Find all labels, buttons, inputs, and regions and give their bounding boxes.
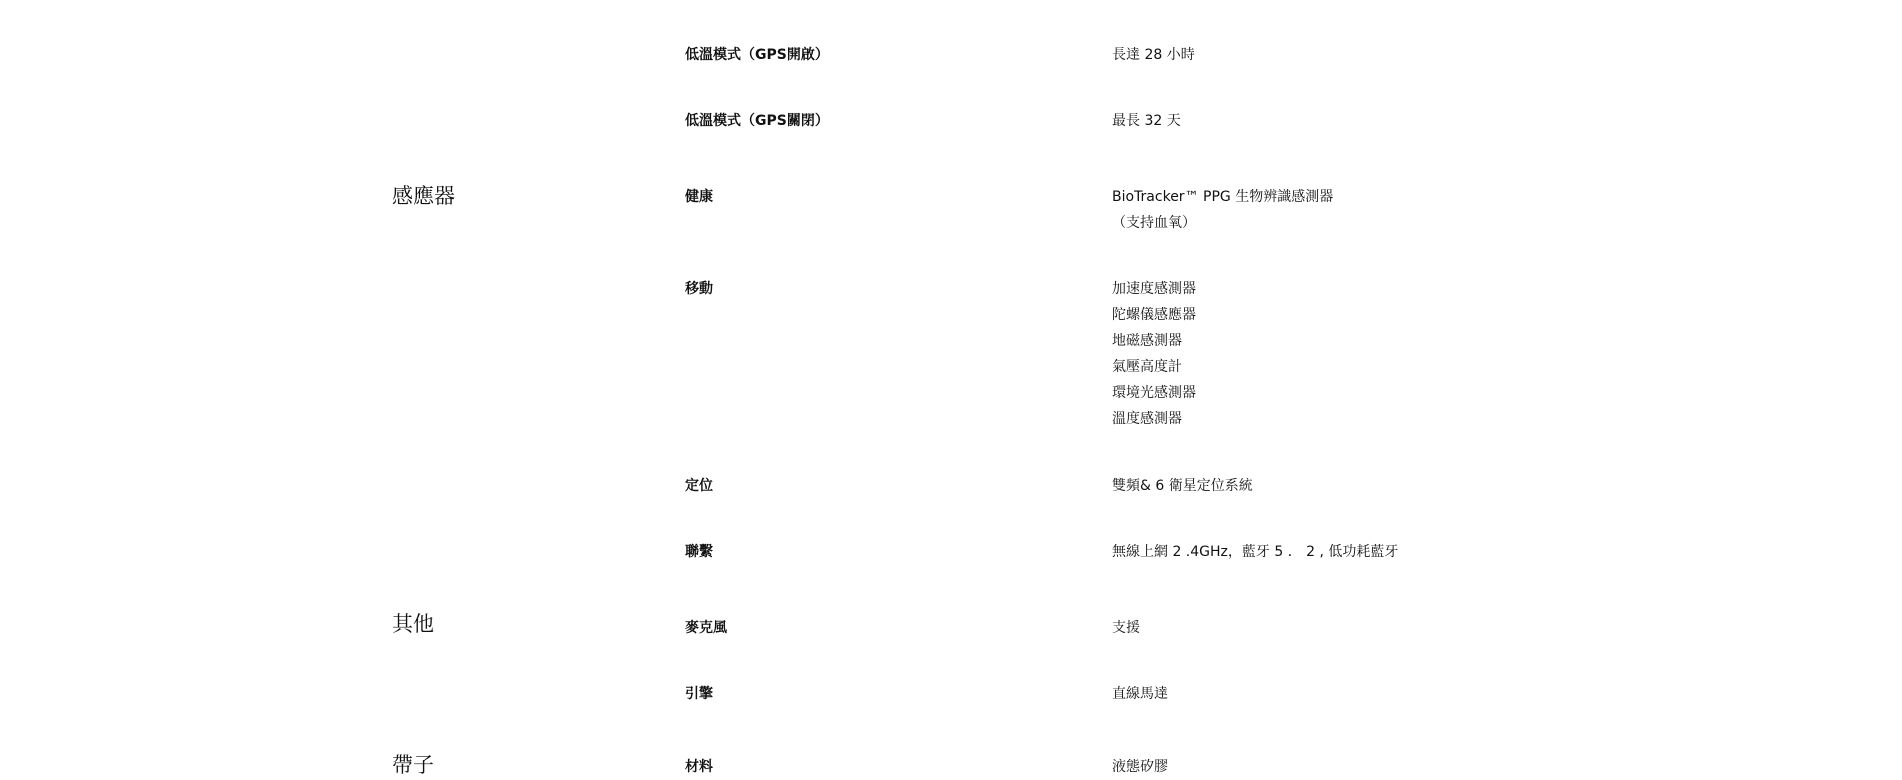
spec-value [1112, 473, 1253, 499]
spec-value-line: BioTracker™ PPG 生物辨識感測器 [1112, 189, 1334, 205]
spec-value [1112, 184, 1333, 236]
spec-value [1112, 276, 1196, 432]
spec-label: 健康 [685, 189, 713, 205]
spec-value-line: 最長 32 天 [1112, 113, 1181, 129]
spec-value-line: 直線馬達 [1112, 686, 1168, 702]
spec-value [1112, 754, 1168, 780]
spec-value-line: 地磁感測器 [1112, 333, 1182, 349]
spec-label: 引擎 [685, 686, 713, 702]
spec-value-line: 雙頻& 6 衛星定位系統 [1112, 478, 1253, 494]
section-title-strap: 帶子 [392, 753, 434, 777]
section-title-sensors: 感應器 [392, 184, 455, 208]
spec-label: 低溫模式（GPS關閉） [685, 113, 829, 129]
spec-label: 低溫模式（GPS開啟） [685, 47, 829, 63]
spec-value [1112, 615, 1140, 641]
spec-value-line: 陀螺儀感應器 [1112, 307, 1196, 323]
spec-value [1112, 108, 1181, 134]
section-title-others: 其他 [392, 612, 434, 636]
spec-label: 麥克風 [685, 620, 727, 636]
spec-value [1112, 681, 1168, 707]
spec-label: 定位 [685, 478, 713, 494]
spec-label: 材料 [685, 759, 713, 775]
spec-value-line: （支持血氧） [1112, 215, 1196, 231]
spec-value-line: 支援 [1112, 620, 1140, 636]
spec-value-line: 無線上網 2 .4GHz，藍牙 5 ． 2 , 低功耗藍牙 [1112, 544, 1399, 560]
spec-value-line: 氣壓高度計 [1112, 359, 1182, 375]
spec-value-line: 長達 28 小時 [1112, 47, 1195, 63]
spec-label: 聯繫 [685, 544, 713, 560]
spec-value [1112, 42, 1195, 68]
spec-label: 移動 [685, 281, 713, 297]
spec-value-line: 環境光感測器 [1112, 385, 1196, 401]
spec-value-line: 液態矽膠 [1112, 759, 1168, 775]
spec-value-line: 加速度感測器 [1112, 281, 1196, 297]
spec-value [1112, 539, 1398, 565]
spec-value-line: 溫度感測器 [1112, 411, 1182, 427]
